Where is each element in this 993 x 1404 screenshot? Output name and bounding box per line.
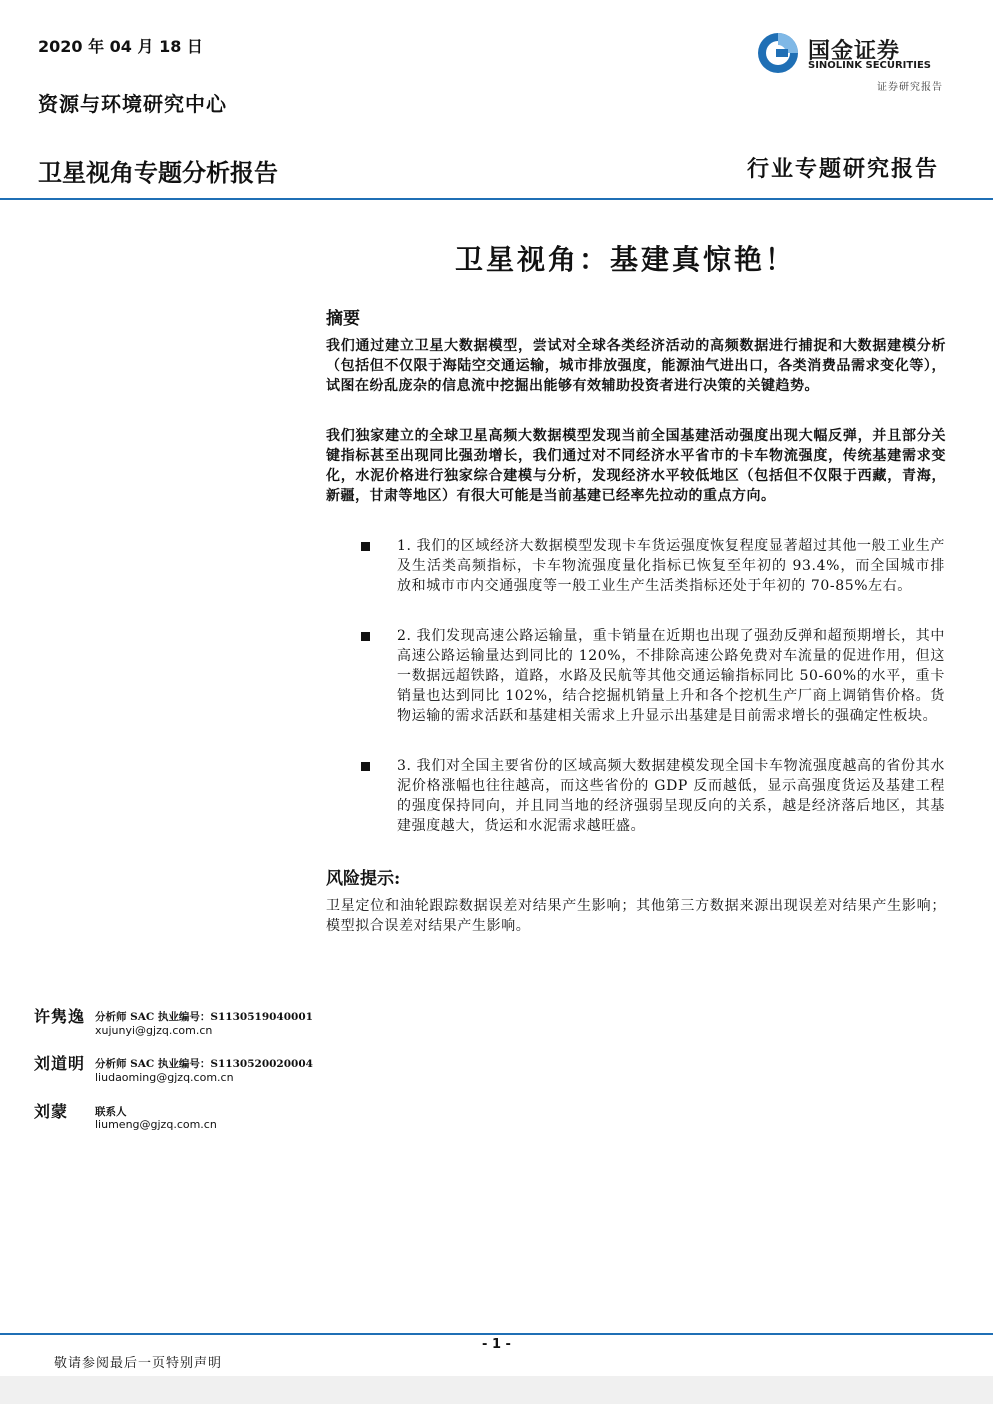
author-email[interactable]: liumeng@gjzq.com.cn — [95, 1118, 217, 1131]
logo-name-cn: 国金证券 — [808, 39, 901, 64]
logo-name-en: SINOLINK SECURITIES — [808, 60, 931, 71]
header-divider — [0, 198, 993, 200]
report-title: 卫星视角：基建真惊艳！ — [454, 243, 796, 276]
risk-heading: 风险提示: — [326, 869, 401, 889]
risk-text: 卫星定位和油轮跟踪数据误差对结果产生影响；其他第三方数据来源出现误差对结果产生影响；模型拟合误差对结果产生影响。 — [326, 898, 946, 934]
logo-mark-icon — [756, 30, 804, 76]
footer-band — [0, 1376, 993, 1404]
report-series: 卫星视角专题分析报告 — [38, 159, 278, 187]
summary-paragraph-1: 我们通过建立卫星大数据模型，尝试对全球各类经济活动的高频数据进行捕捉和大数据建模分析（包括但不仅限于海陆空交通运输，城市排放强度，能源油气进出口，各类消费品需求变化等），试图在纷乱庞杂的信息流中挖掘出能够有效辅助投资者进行决策的关键趋势。 — [326, 338, 946, 394]
author-credential: 分析师 SAC 执业编号：S1130519040001 — [95, 1011, 313, 1023]
summary-bullet-3: 3. 我们对全国主要省份的区域高频大数据建模发现全国卡车物流强度越高的省份其水泥价格涨幅也往往越高，而这些省份的 GDP 反而越低，显示高强度货运及基建工程的强度保持同向，并且同当地的经济强弱呈现反向的关系，越是经济落后地区，其基建强度越大，货运和水泥需求越旺盛。 — [397, 758, 945, 834]
summary-bullet-1: 1. 我们的区域经济大数据模型发现卡车货运强度恢复程度显著超过其他一般工业生产及生活类高频指标，卡车物流强度量化指标已恢复至年初的 93.4%，而全国城市排放和城市市内交通强度等一般工业生产生活类指标还处于年初的 70-85%左右。 — [397, 538, 945, 594]
author-role: 联系人 — [95, 1106, 127, 1118]
bullet-square-icon — [361, 762, 370, 771]
summary-paragraph-2: 我们独家建立的全球卫星高频大数据模型发现当前全国基建活动强度出现大幅反弹，并且部分关键指标甚至出现同比强劲增长，我们通过对不同经济水平省市的卡车物流强度，传统基建需求变化，水泥价格进行独家综合建模与分析，发现经济水平较低地区（包括但不仅限于西藏，青海，新疆，甘肃等地区）有很大可能是当前基建已经率先拉动的重点方向。 — [326, 428, 946, 504]
bullet-square-icon — [361, 632, 370, 641]
summary-bullet-2: 2. 我们发现高速公路运输量，重卡销量在近期也出现了强劲反弹和超预期增长，其中高速公路运输量达到同比的 120%，不排除高速公路免费对车流量的促进作用，但这一数据远超铁路，道路，水路及民航等其他交通运输指标同比 50-60%的水平，重卡销量也达到同比 102%，结合挖掘机销量上升和各个挖机生产厂商上调销售价格。货物运输的需求活跃和基建相关需求上升显示出基建是目前需求增长的强确定性板块。 — [397, 628, 945, 724]
footer-disclaimer: 敬请参阅最后一页特别声明 — [54, 1356, 223, 1371]
logo-subtitle: 证券研究报告 — [877, 82, 943, 93]
author-email[interactable]: liudaoming@gjzq.com.cn — [95, 1071, 234, 1084]
author-email[interactable]: xujunyi@gjzq.com.cn — [95, 1024, 213, 1037]
summary-heading: 摘要 — [326, 309, 360, 329]
document-type: 行业专题研究报告 — [746, 156, 939, 182]
bullet-square-icon — [361, 542, 370, 551]
research-center: 资源与环境研究中心 — [38, 92, 227, 116]
page-number: - 1 - — [482, 1337, 511, 1352]
author-name: 许隽逸 — [34, 1007, 86, 1026]
report-date: 2020 年 04 月 18 日 — [38, 37, 203, 56]
footer-divider — [0, 1333, 993, 1335]
author-credential: 分析师 SAC 执业编号：S1130520020004 — [95, 1058, 313, 1070]
author-name: 刘道明 — [34, 1054, 86, 1073]
author-name: 刘蒙 — [34, 1102, 69, 1121]
